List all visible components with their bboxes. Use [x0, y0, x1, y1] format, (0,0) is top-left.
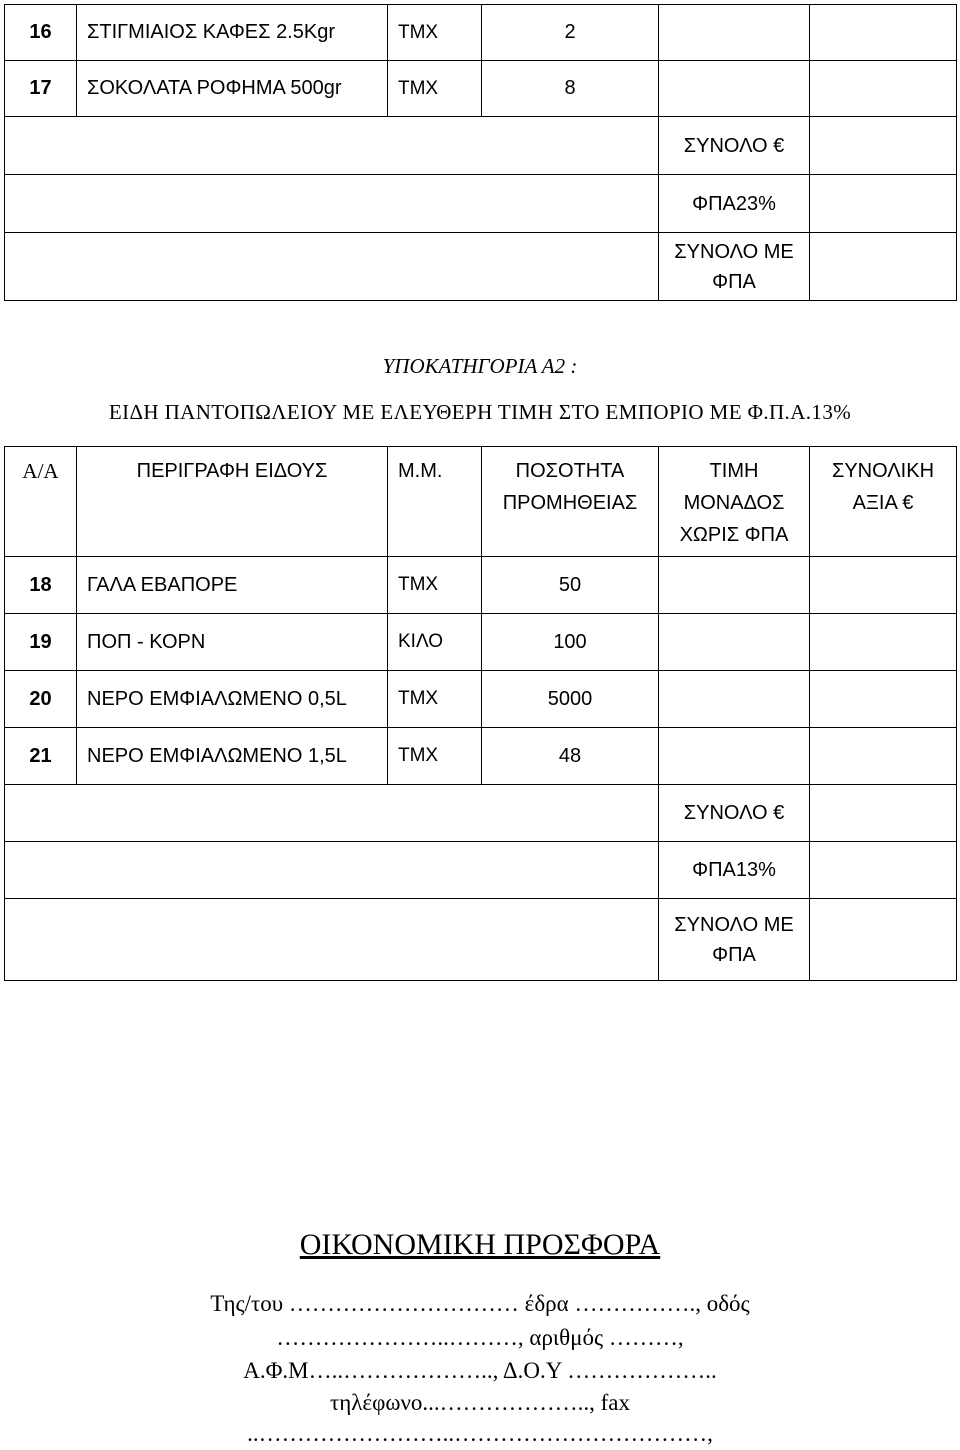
item-description: ΣΤΙΓΜΙΑΙΟΣ ΚΑΦΕΣ 2.5Kgr	[77, 5, 388, 61]
item-quantity: 50	[482, 557, 659, 614]
blank-cell	[5, 899, 659, 981]
header-aa: Α/Α	[5, 447, 77, 557]
vat-label: ΦΠΑ13%	[659, 842, 810, 899]
unit-price-cell[interactable]	[659, 61, 810, 117]
vat-value-cell[interactable]	[810, 175, 957, 233]
offer-form-line[interactable]: Α.Φ.Μ…..……………….., Δ.Ο.Υ ………………..	[243, 1358, 717, 1383]
item-quantity: 48	[482, 728, 659, 785]
table-row	[5, 5, 957, 61]
offer-title: ΟΙΚΟΝΟΜΙΚΗ ΠΡΟΣΦΟΡΑ	[299, 1228, 661, 1261]
header-unit-price: ΤΙΜΗ ΜΟΝΑΔΟΣ ΧΩΡΙΣ ΦΠΑ	[659, 447, 810, 557]
item-description: ΓΑΛΑ ΕΒΑΠΟΡΕ	[77, 557, 388, 614]
header-description: ΠΕΡΙΓΡΑΦΗ ΕΙΔΟΥΣ	[77, 447, 388, 557]
total-with-vat-label: ΣΥΝΟΛΟ ΜΕ ΦΠΑ	[659, 233, 810, 301]
offer-form-line[interactable]: τηλέφωνο...……………….., fax	[329, 1390, 630, 1415]
row-number: 17	[5, 61, 77, 117]
total-value-cell[interactable]	[810, 557, 957, 614]
unit-price-cell[interactable]	[659, 614, 810, 671]
total-label: ΣΥΝΟΛΟ €	[659, 117, 810, 175]
table-row	[5, 671, 957, 728]
table-header-row	[5, 447, 957, 557]
unit-price-cell[interactable]	[659, 671, 810, 728]
item-unit: TMX	[388, 557, 482, 614]
total-value-cell[interactable]	[810, 614, 957, 671]
item-quantity: 2	[482, 5, 659, 61]
item-description: ΝΕΡΟ ΕΜΦΙΑΛΩΜΕΝΟ 0,5L	[77, 671, 388, 728]
total-value-cell[interactable]	[810, 785, 957, 842]
item-unit: TMX	[388, 728, 482, 785]
items-table-a1	[4, 4, 957, 301]
row-number: 16	[5, 5, 77, 61]
header-unit: Μ.Μ.	[388, 447, 482, 557]
row-number: 19	[5, 614, 77, 671]
vat-label: ΦΠΑ23%	[659, 175, 810, 233]
item-unit: TMX	[388, 5, 482, 61]
item-quantity: 8	[482, 61, 659, 117]
total-label: ΣΥΝΟΛΟ €	[659, 785, 810, 842]
total-value-cell[interactable]	[810, 5, 957, 61]
total-with-vat-value-cell[interactable]	[810, 899, 957, 981]
blank-cell	[5, 117, 659, 175]
unit-price-cell[interactable]	[659, 728, 810, 785]
vat-row	[5, 175, 957, 233]
total-row	[5, 117, 957, 175]
blank-cell	[5, 233, 659, 301]
total-with-vat-label: ΣΥΝΟΛΟ ΜΕ ΦΠΑ	[659, 899, 810, 981]
offer-form-line[interactable]: ..……………………..……………………………,	[247, 1421, 713, 1446]
row-number: 21	[5, 728, 77, 785]
total-value-cell[interactable]	[810, 61, 957, 117]
header-quantity: ΠΟΣΟΤΗΤΑ ΠΡΟΜΗΘΕΙΑΣ	[482, 447, 659, 557]
subcategory-title: ΕΙΔΗ ΠΑΝΤΟΠΩΛΕΙΟΥ ΜΕ ΕΛΕΥΘΕΡΗ ΤΙΜΗ ΣΤΟ ΕΜΠΟΡΙΟ ΜΕ Φ.Π.Α.13%	[108, 400, 852, 424]
item-unit: TMX	[388, 61, 482, 117]
total-with-vat-value-cell[interactable]	[810, 233, 957, 301]
item-description: ΠΟΠ - ΚΟΡΝ	[77, 614, 388, 671]
table-row	[5, 728, 957, 785]
total-row	[5, 785, 957, 842]
unit-price-cell[interactable]	[659, 5, 810, 61]
offer-form-line[interactable]: Της/του ………………………… έδρα ……………., οδός	[210, 1291, 750, 1316]
blank-cell	[5, 842, 659, 899]
total-value-cell[interactable]	[810, 728, 957, 785]
blank-cell	[5, 785, 659, 842]
items-table-a2	[4, 446, 957, 981]
row-number: 18	[5, 557, 77, 614]
table-row	[5, 557, 957, 614]
item-description: ΝΕΡΟ ΕΜΦΙΑΛΩΜΕΝΟ 1,5L	[77, 728, 388, 785]
vat-value-cell[interactable]	[810, 842, 957, 899]
total-value-cell[interactable]	[810, 117, 957, 175]
vat-row	[5, 842, 957, 899]
table-row	[5, 61, 957, 117]
offer-form-line[interactable]: …………………..………, αριθμός ………,	[276, 1325, 684, 1350]
total-with-vat-row	[5, 233, 957, 301]
header-total-value: ΣΥΝΟΛΙΚΗ ΑΞΙΑ €	[810, 447, 957, 557]
row-number: 20	[5, 671, 77, 728]
unit-price-cell[interactable]	[659, 557, 810, 614]
item-description: ΣΟΚΟΛΑΤΑ ΡΟΦΗΜΑ 500gr	[77, 61, 388, 117]
total-with-vat-row	[5, 899, 957, 981]
table-row	[5, 614, 957, 671]
item-unit: ΚΙΛΟ	[388, 614, 482, 671]
item-unit: TMX	[388, 671, 482, 728]
total-value-cell[interactable]	[810, 671, 957, 728]
item-quantity: 5000	[482, 671, 659, 728]
item-quantity: 100	[482, 614, 659, 671]
blank-cell	[5, 175, 659, 233]
subcategory-label: ΥΠΟΚΑΤΗΓΟΡΙΑ Α2 :	[382, 354, 578, 378]
